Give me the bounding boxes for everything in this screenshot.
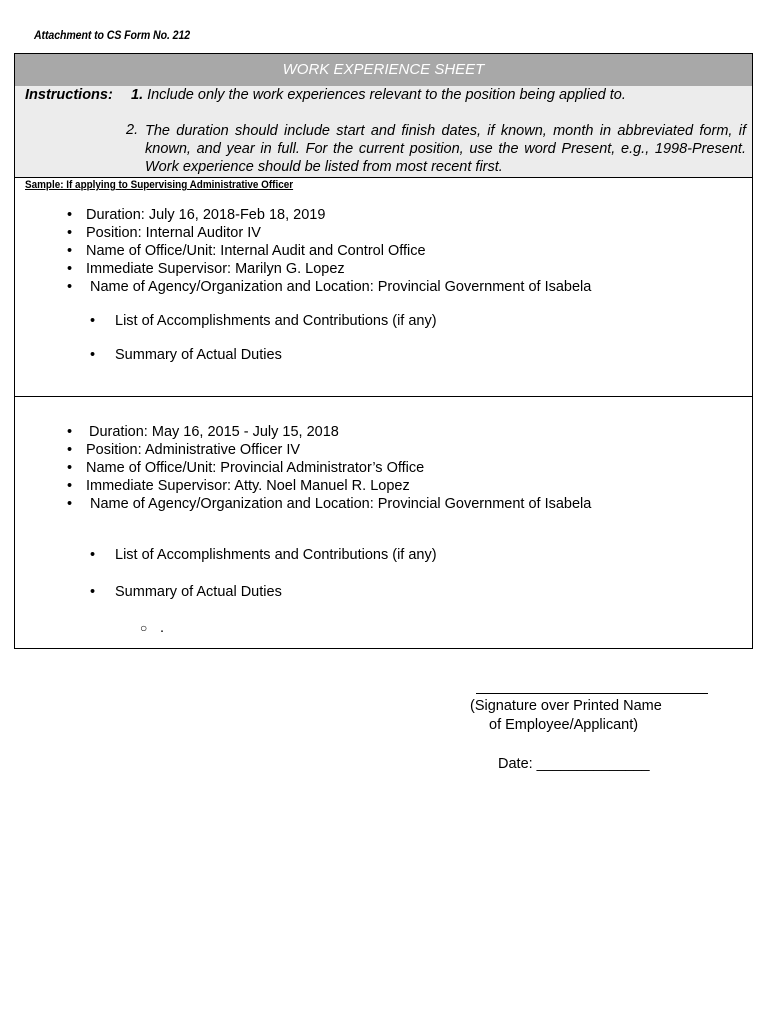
- bullet-icon: •: [90, 547, 96, 563]
- bullet-icon: •: [67, 207, 73, 223]
- bullet-icon: •: [90, 584, 96, 600]
- work-experience-sheet: WORK EXPERIENCE SHEET Instructions: 1. Include only the work experiences relevant to the position being applied to. 2. The duration should include start and finish dates, if known, month in abbreviated form, if known, and year in full. For the current position, use the word Present, e.g., 1998-Present. Work experience should be listed from most recent first. Sample: If applying to Supervising Administrative Officer • Duration: July 16, 2018-Feb 18, 2019 • Position: Internal Auditor IV • Name of Office/Unit: Internal Audit and Control Office • Immediate Supervisor: Marilyn G. Lopez • Name of Agency/Organization and Location: Provincial Government of Isabela • List of Accomplishments and Contributions (if any) • Summary of Actual Duties • Duration: May 16, 2015 - July 15, 2018 • Position: Administrative Officer IV • Name of Office/Unit: Provincial Administrator’s Office • Immediate Supervisor: Atty. Noel Manuel R. Lopez • Name of Agency/Organization and Location: Provincial Government of Isabela • List of Accomplishments and Contributions (if any) • Summary of Actual Duties ○ .: [14, 53, 753, 649]
- entry-divider: [15, 396, 752, 397]
- bullet-icon: •: [67, 279, 73, 295]
- instruction-text-1: Include only the work experiences relevant to the position being applied to.: [147, 87, 626, 103]
- bullet-icon: •: [67, 442, 73, 458]
- circle-bullet-icon: ○: [140, 621, 148, 635]
- bullet-icon: •: [67, 243, 73, 259]
- instructions-label: Instructions:: [25, 87, 113, 103]
- instruction-item-1: [131, 87, 626, 103]
- bullet-icon: •: [67, 496, 73, 512]
- bullet-icon: •: [67, 478, 73, 494]
- bullet-icon: •: [90, 313, 96, 329]
- bullet-icon: •: [90, 347, 96, 363]
- date-field: Date: ______________: [498, 756, 650, 772]
- bullet-icon: •: [67, 261, 73, 277]
- signature-line: [476, 693, 708, 694]
- sample-label: Sample: If applying to Supervising Administrative Officer: [25, 179, 294, 191]
- bullet-icon: •: [67, 460, 73, 476]
- bullet-icon: •: [67, 424, 73, 440]
- form-attachment-label: Attachment to CS Form No. 212: [34, 30, 191, 42]
- sheet-title: WORK EXPERIENCE SHEET: [15, 54, 752, 87]
- instruction-item-2: [126, 122, 746, 176]
- instructions-box: [15, 86, 752, 178]
- bullet-icon: •: [67, 225, 73, 241]
- instruction-text-2: The duration should include start and finish dates, if known, month in abbreviated form, if known, and year in full. For the current position, use the word Present, e.g., 1998-Present. Work experience should be listed from most recent first.: [145, 123, 746, 175]
- instruction-number-2: 2.: [126, 122, 139, 138]
- signature-caption-line2: of Employee/Applicant): [489, 717, 639, 733]
- signature-caption-line1: (Signature over Printed Name: [470, 698, 662, 714]
- instruction-number-1: 1.: [131, 87, 144, 103]
